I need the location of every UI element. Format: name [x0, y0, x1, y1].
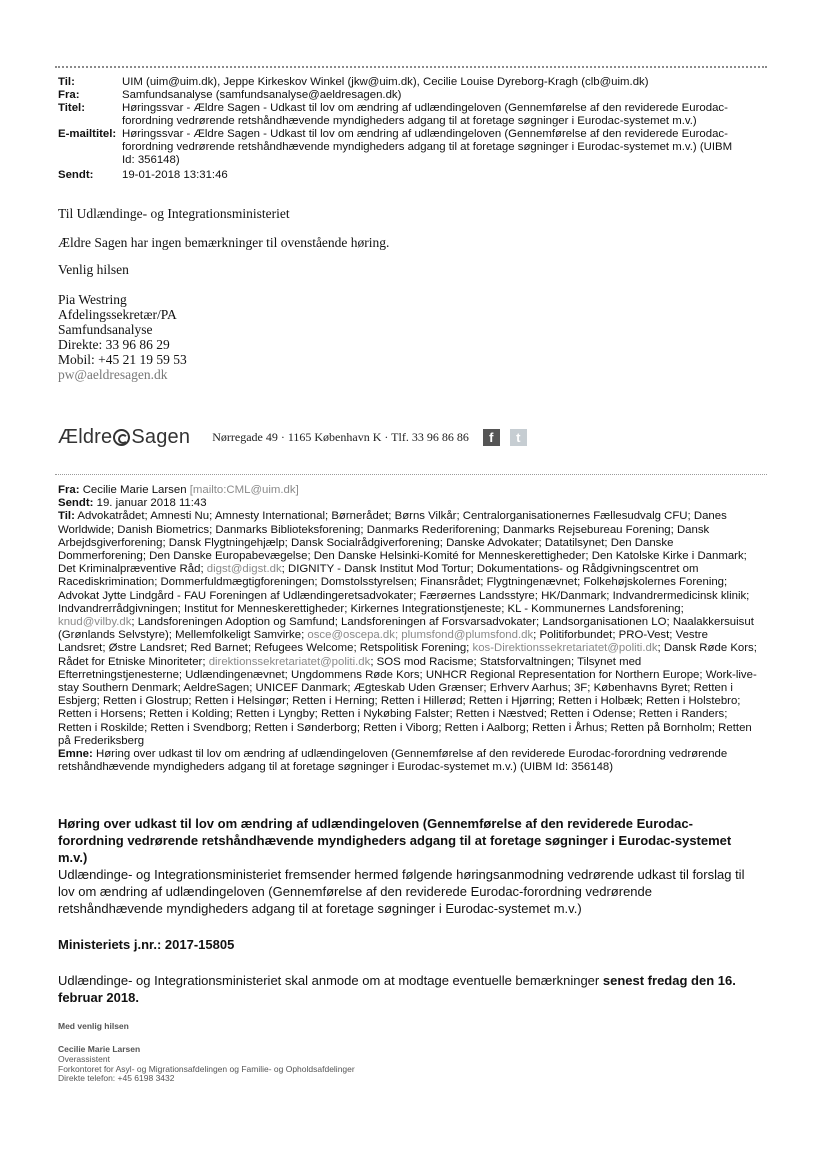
- reply-message: Ældre Sagen har ingen bemærkninger til ovenstående høring.: [58, 235, 390, 250]
- email-title-value: Høringssvar - Ældre Sagen - Udkast til lov om ændring af udlændingeloven (Gennemførelse af den reviderede Eurodac- forordning vedrørende retshåndhævende myndigheders adgang til at foretage søgninger i Eurodac-systemet m.v.) (UIBM Id: 356148): [122, 128, 733, 166]
- recipient-link[interactable]: knud@vilby.dk: [58, 616, 132, 629]
- letter-sig-phone: Direkte telefon: +45 6198 3432: [58, 1073, 175, 1084]
- letter-signature: [58, 1045, 355, 1084]
- from-value: Samfundsanalyse (samfundsanalyse@aeldresagen.dk): [122, 89, 402, 101]
- fwd-subject-label: Emne:: [58, 748, 93, 761]
- forward-divider: [55, 474, 767, 475]
- fwd-sent-label: Sendt:: [58, 497, 94, 510]
- top-divider: [55, 66, 767, 68]
- email-header: [58, 76, 758, 182]
- footer-banner: [58, 424, 527, 450]
- recipient-link[interactable]: osce@oscepa.dk;: [307, 629, 399, 642]
- from-label: Fra:: [58, 89, 80, 101]
- reply-closing: Venlig hilsen: [58, 262, 129, 277]
- sig-role: Afdelingssekretær/PA: [58, 307, 177, 322]
- letter-jnr: Ministeriets j.nr.: 2017-15805: [58, 937, 235, 952]
- letter-sig-office: Forkontoret for Asyl- og Migrationsafdelingen og Familie- og Opholdsafdelinger: [58, 1063, 355, 1074]
- recipient-link[interactable]: digst@digst.dk: [206, 563, 282, 576]
- sig-mobile: Mobil: +45 21 19 59 53: [58, 352, 187, 367]
- letter-heading: Høring over udkast til lov om ændring af udlændingeloven (Gennemførelse af den reviderede Eurodac-forordning vedrørende retshåndhævende myndigheders adgang til at foretage søgninger i Eurodac-systemet m.v.): [58, 816, 732, 865]
- fwd-to-label: Til:: [58, 510, 75, 523]
- fwd-from-mail-link[interactable]: [mailto:CML@uim.dk]: [189, 484, 299, 496]
- letter-para1: Udlændinge- og Integrationsministeriet fremsender hermed følgende høringsanmodning vedrørende udkast til forslag til lov om ændring af udlændingeloven (Gennemførelse af den reviderede Eurodac-forordning vedrørende retshåndhævende myndigheders adgang til at foretage søgninger i Eurodac-systemet m.v.): [58, 867, 745, 916]
- reply-signature: [58, 292, 187, 382]
- email-title-label: E-mailtitel:: [58, 128, 117, 140]
- to-value: UIM (uim@uim.dk), Jeppe Kirkeskov Winkel (jkw@uim.dk), Cecilie Louise Dyreborg-Kragh (clb@uim.dk): [122, 76, 649, 88]
- sig-email-link[interactable]: pw@aeldresagen.dk: [58, 367, 168, 382]
- forwarded-header: [58, 484, 758, 774]
- sig-dept: Samfundsanalyse: [58, 322, 153, 337]
- aeldre-sagen-logo: Ældre Sagen: [58, 425, 191, 448]
- sent-label: Sendt:: [58, 169, 94, 181]
- recipient-link[interactable]: kos-Direktionssekretariatet@politi.dk: [472, 642, 658, 655]
- fwd-subject: Emne: Høring over udkast til lov om ændring af udlændingeloven (Gennemførelse af den reviderede Eurodac-forordning vedrørende retshåndhævende myndigheders adgang til at foretage søgninger i Eurodac-systemet m.v.) (UIBM Id: 356148): [58, 748, 728, 774]
- title-label: Titel:: [58, 102, 86, 114]
- letter-sig-name: Cecilie Marie Larsen: [58, 1044, 141, 1054]
- letter-closing: Med venlig hilsen: [58, 1021, 129, 1031]
- recipient-link[interactable]: plumsfond@plumsfond.dk: [401, 629, 534, 642]
- letter-sig-role: Overassistent: [58, 1053, 110, 1064]
- twitter-icon[interactable]: t: [510, 429, 527, 446]
- fwd-sent-value: 19. januar 2018 11:43: [96, 497, 207, 510]
- facebook-icon[interactable]: f: [483, 429, 500, 446]
- logo-ring-icon: [113, 429, 130, 446]
- sig-direct: Direkte: 33 96 86 29: [58, 337, 170, 352]
- footer-address: Nørregade 49 · 1165 København K · Tlf. 33 96 86 86: [212, 429, 469, 444]
- fwd-from-name: Cecilie Marie Larsen: [82, 484, 187, 496]
- fwd-recipients: Til: Advokatrådet; Amnesti Nu; Amnesty International; Børnerådet; Børns Vilkår; Centralorganisationernes Fællesudvalg CFU; Danes Worldwide; Danish Biometrics; Danmarks Biblioteksforening; Danmarks Rederiforening; Danmarks Rejsebureau Forening; Dansk Arbejdsgiverforening; Dansk Flygtningehjælp; Dansk Socialrådgiverforening; Danske Advokater; Datatilsynet; Den Danske Dommerforening; Den Danske Europabevægelse; Den Danske Helsinki-Komité for Menneskerettigheder; Den Katolske Kirke i Danmark; Det Kriminalpræventive Råd; digst@digst.dk; DIGNITY - Dansk Institut Mod Tortur; Dokumentations- og Rådgivningscentret om Racediskrimination; Dommerfuldmægtigforeningen; Domstolsstyrelsen; Finansrådet; Flygtningenævnet; Folkehøjskolernes Forening; Advokat Jytte Lindgård - FAU Foreningen af Udlændingeretsadvokater; Færøernes Landsstyre; HK/Danmark; Indvandrermedicinsk klinik; Indvandrerrådgivningen; Institut for Menneskerettigheder; Kirkernes Integrationstjeneste; KL - Kommunernes Landsforening; knud@vilby.dk; Landsforeningen Adoption og Samfund; Landsforeningen af Forsvarsadvokater; Landsorganisationen LO; Naalakkersuisut (Grønlands Selvstyre); Mellemfolkeligt Samvirke; osce@oscepa.dk; plumsfond@plumsfond.dk; Politiforbundet; PRO-Vest; Vestre Landsret; Østre Landsret; Red Barnet; Refugees Welcome; Retspolitisk Forening; kos-Direktionssekretariatet@politi.dk; Dansk Røde Kors; Rådet for Etniske Minoriteter; direktionssekretariatet@politi.dk; SOS mod Racisme; Statsforvaltningen; Tilsynet med Efterretningstjenesterne; Udlændingenævnet; Ungdommens Røde Kors; UNHCR Regional Representation for Northern Europe; Work-live-stay Southern Denmark; AeldreSagen; UNICEF Danmark; Ægteskab Uden Grænser; Erhverv Aarhus; 3F; Københavns Byret; Retten i Esbjerg; Retten i Glostrup; Retten i Helsingør; Retten i Herning; Retten i Hillerød; Retten i Hjørring; Retten i Holbæk; Retten i Holstebro; Retten i Horsens; Retten i Kolding; Retten i Lyngby; Retten i Nykøbing Falster; Retten i Næstved; Retten i Odense; Retten i Randers; Retten i Roskilde; Retten i Svendborg; Retten i Sønderborg; Retten i Viborg; Retten i Aalborg; Retten i Århus; Retten på Bornholm; Retten på Frederiksberg: [58, 510, 757, 747]
- title-value: Høringssvar - Ældre Sagen - Udkast til lov om ændring af udlændingeloven (Gennemførelse af den reviderede Eurodac- forordning vedrørende retshåndhævende myndigheders adgang til at foretage søgninger i Eurodac-systemet m.v.): [122, 102, 728, 127]
- letter-para2: Udlændinge- og Integrationsministeriet skal anmode om at modtage eventuelle bemærkninger senest fredag den 16. februar 2018.: [58, 973, 736, 1005]
- fwd-from-label: Fra:: [58, 484, 80, 496]
- reply-salutation: Til Udlændinge- og Integrationsministeriet: [58, 206, 290, 221]
- to-label: Til:: [58, 76, 75, 88]
- sent-value: 19-01-2018 13:31:46: [122, 169, 228, 181]
- sig-name: Pia Westring: [58, 292, 127, 307]
- recipient-link[interactable]: direktionssekretariatet@politi.dk: [208, 655, 371, 668]
